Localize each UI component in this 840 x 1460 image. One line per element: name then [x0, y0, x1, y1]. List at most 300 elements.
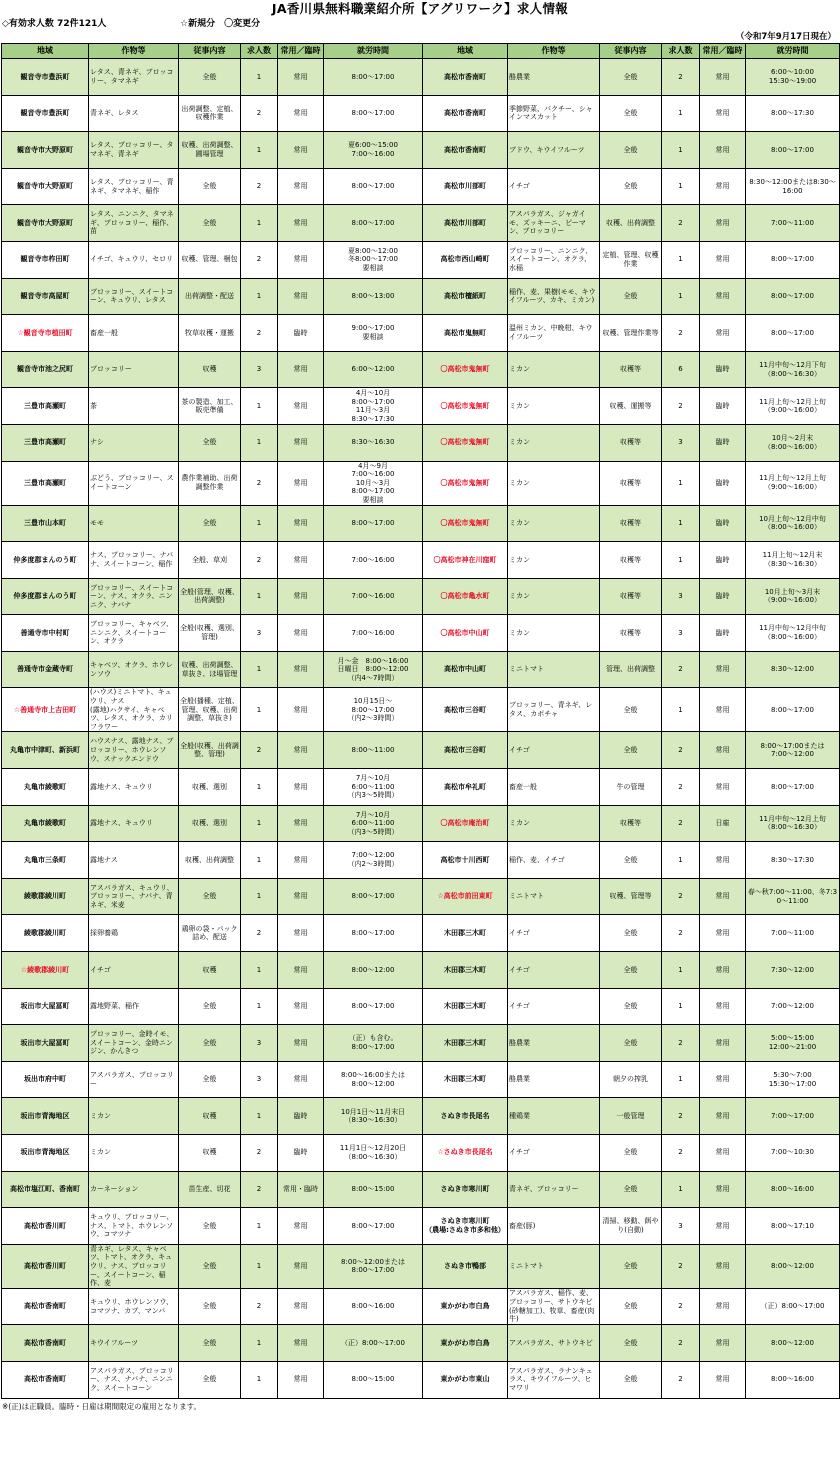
left-work-cell: 収穫、出荷調整、圃場管理 — [179, 132, 241, 169]
left-area-cell: 仲多度郡まんのう町 — [2, 542, 89, 579]
right-employment-type-cell: 常用 — [700, 1171, 746, 1208]
right-area-cell: 高松市十川西町 — [423, 842, 508, 879]
right-hours-cell: 11月中旬～12月上旬 （8:00～16:30） — [746, 805, 840, 842]
left-work-cell: 全般(収穫、選別、管理) — [179, 615, 241, 652]
right-employment-type-cell: 常用 — [700, 878, 746, 915]
left-hours-cell: 8:00～15:00 — [324, 1361, 423, 1398]
left-work-cell: 収穫 — [179, 1098, 241, 1135]
left-count-cell: 1 — [241, 1325, 278, 1362]
right-crop-cell: ミカン — [508, 578, 600, 615]
right-hours-cell: 8:00～17:00 — [746, 132, 840, 169]
col-header: 常用／臨時 — [278, 44, 324, 59]
right-work-cell: 全般 — [600, 988, 662, 1025]
right-work-cell: 全般 — [600, 952, 662, 989]
right-count-cell: 1 — [662, 1061, 700, 1098]
right-area-cell: ☆高松市前田東町 — [423, 878, 508, 915]
right-crop-cell: 稲作、麦、イチゴ — [508, 842, 600, 879]
left-count-cell: 2 — [241, 542, 278, 579]
right-area-cell: 木田郡三木町 — [423, 952, 508, 989]
left-count-cell: 2 — [241, 732, 278, 769]
right-work-cell: 全般 — [600, 1134, 662, 1171]
left-work-cell: 鶏卵の袋・パック詰め、配送 — [179, 915, 241, 952]
right-crop-cell: イチゴ — [508, 168, 600, 205]
left-employment-type-cell: 常用 — [278, 542, 324, 579]
left-crop-cell: 露地ナス、キュウリ — [89, 769, 179, 806]
right-employment-type-cell: 常用 — [700, 205, 746, 242]
left-hours-cell: 4月～10月 8:00～17:00 11月～3月 8:30～17:30 — [324, 388, 423, 425]
left-work-cell: 全般 — [179, 1244, 241, 1288]
right-employment-type-cell: 常用 — [700, 315, 746, 352]
right-count-cell: 3 — [662, 424, 700, 461]
left-crop-cell: 青ネギ、レタス — [89, 95, 179, 132]
left-employment-type-cell: 常用 — [278, 578, 324, 615]
right-employment-type-cell: 常用 — [700, 132, 746, 169]
left-work-cell: 全般 — [179, 1025, 241, 1062]
left-count-cell: 2 — [241, 461, 278, 505]
right-work-cell: 定植、管理、収穫作業 — [600, 241, 662, 278]
left-employment-type-cell: 臨時 — [278, 315, 324, 352]
left-count-cell: 3 — [241, 1061, 278, 1098]
table-row — [2, 351, 840, 388]
left-count-cell: 2 — [241, 1134, 278, 1171]
table-row — [2, 578, 840, 615]
left-area-cell: 丸亀市中津町、新浜町 — [2, 732, 89, 769]
left-employment-type-cell: 常用 — [278, 132, 324, 169]
right-employment-type-cell: 常用 — [700, 1061, 746, 1098]
table-row — [2, 915, 840, 952]
right-count-cell: 1 — [662, 952, 700, 989]
left-crop-cell: レタス、ブロッコリー、タマネギ、青ネギ — [89, 132, 179, 169]
col-header: 地域 — [2, 44, 89, 59]
table-row — [2, 988, 840, 1025]
right-crop-cell: 稲作、麦、果樹(モモ、キウイフルーツ、カキ、ミカン) — [508, 278, 600, 315]
left-hours-cell: 8:00～11:00 — [324, 732, 423, 769]
right-count-cell: 2 — [662, 1134, 700, 1171]
left-hours-cell: （正）8:00～17:00 — [324, 1325, 423, 1362]
footnote: ※(正)は正職員。臨時・日雇は期間限定の雇用となります。 — [2, 1401, 202, 1411]
right-count-cell: 2 — [662, 1288, 700, 1325]
right-work-cell: 収穫等 — [600, 578, 662, 615]
right-area-cell: 〇高松市鬼無町 — [423, 461, 508, 505]
left-crop-cell: ブロッコリー、スイートコーン、ナス、オクラ、ニンニク、ナバナ — [89, 578, 179, 615]
left-work-cell: 全般 — [179, 205, 241, 242]
left-count-cell: 1 — [241, 59, 278, 96]
right-count-cell: 1 — [662, 505, 700, 542]
total-openings: ◇有効求人数 72件121人 — [2, 19, 107, 29]
right-count-cell: 2 — [662, 1361, 700, 1398]
right-area-cell: 木田郡三木町 — [423, 1025, 508, 1062]
left-area-cell: 坂出市大屋冨町 — [2, 1025, 89, 1062]
right-hours-cell: 8:00～17:00 — [746, 769, 840, 806]
left-employment-type-cell: 常用 — [278, 1361, 324, 1398]
left-area-cell: 三豊市高瀬町 — [2, 461, 89, 505]
right-count-cell: 2 — [662, 315, 700, 352]
right-employment-type-cell: 常用 — [700, 1325, 746, 1362]
right-count-cell: 1 — [662, 95, 700, 132]
right-work-cell: 全般 — [600, 95, 662, 132]
table-row — [2, 842, 840, 879]
left-work-cell: 全般 — [179, 1325, 241, 1362]
right-employment-type-cell: 臨時 — [700, 542, 746, 579]
left-employment-type-cell: 常用 — [278, 351, 324, 388]
right-employment-type-cell: 常用 — [700, 952, 746, 989]
right-work-cell: 収穫等 — [600, 615, 662, 652]
right-area-cell: 高松市三谷町 — [423, 688, 508, 732]
right-employment-type-cell: 常用 — [700, 168, 746, 205]
table-row — [2, 59, 840, 96]
right-area-cell: 東かがわ市白鳥 — [423, 1325, 508, 1362]
right-work-cell: 全般 — [600, 59, 662, 96]
right-count-cell: 2 — [662, 1244, 700, 1288]
left-count-cell: 1 — [241, 878, 278, 915]
left-count-cell: 1 — [241, 1361, 278, 1398]
left-crop-cell: キウイフルーツ — [89, 1325, 179, 1362]
right-count-cell: 2 — [662, 59, 700, 96]
right-employment-type-cell: 臨時 — [700, 424, 746, 461]
left-area-cell: 観音寺市大野原町 — [2, 168, 89, 205]
left-count-cell: 2 — [241, 1288, 278, 1325]
left-hours-cell: 夏8:00～12:00 冬8:00～17:00 要相談 — [324, 241, 423, 278]
right-area-cell: 〇高松市鬼無町 — [423, 388, 508, 425]
left-work-cell: 全般 — [179, 505, 241, 542]
left-area-cell: 観音寺市池之尻町 — [2, 351, 89, 388]
as-of-date: （令和7年9月17日現在） — [735, 32, 836, 42]
page-title: JA香川県無料職業紹介所【アグリワーク】求人情報 — [271, 1, 569, 16]
left-hours-cell: 7:00～12:00 （内2～3時間） — [324, 842, 423, 879]
left-count-cell: 1 — [241, 688, 278, 732]
table-row — [2, 688, 840, 732]
table-row — [2, 1061, 840, 1098]
left-employment-type-cell: 常用 — [278, 95, 324, 132]
left-hours-cell: 4月～9月 7:00～16:00 10月～3月 8:00～17:00 要相談 — [324, 461, 423, 505]
left-crop-cell: レタス、ブロッコリー、青ネギ、タマネギ、稲作 — [89, 168, 179, 205]
right-hours-cell: 10月～2月末 （8:00～16:00） — [746, 424, 840, 461]
left-work-cell: 収穫、出荷調整、草抜き、ほ場管理 — [179, 651, 241, 688]
right-count-cell: 6 — [662, 351, 700, 388]
table-row — [2, 1288, 840, 1325]
left-count-cell: 1 — [241, 651, 278, 688]
left-area-cell: 観音寺市大野原町 — [2, 132, 89, 169]
left-area-cell: 丸亀市綾歌町 — [2, 805, 89, 842]
left-employment-type-cell: 常用 — [278, 732, 324, 769]
right-work-cell: 全般 — [600, 1025, 662, 1062]
right-work-cell: 収穫、運搬等 — [600, 388, 662, 425]
left-work-cell: 全般 — [179, 1061, 241, 1098]
left-hours-cell: 11月1日～12月20日 （8:00～16:30） — [324, 1134, 423, 1171]
left-area-cell: 善通寺市中村町 — [2, 615, 89, 652]
left-hours-cell: 7:00～16:00 — [324, 615, 423, 652]
right-work-cell: 全般 — [600, 1361, 662, 1398]
right-crop-cell: 酪農業 — [508, 1061, 600, 1098]
left-count-cell: 1 — [241, 132, 278, 169]
right-count-cell: 2 — [662, 1025, 700, 1062]
left-crop-cell: アスパラガス、ブロッコリー、ナス、ナバナ、ニンニク、スイートコーン — [89, 1361, 179, 1398]
right-area-cell: 〇高松市亀水町 — [423, 578, 508, 615]
left-employment-type-cell: 常用 — [278, 915, 324, 952]
left-crop-cell: ブロッコリー、キャベツ、ニンニク、スイートコーン、オクラ — [89, 615, 179, 652]
right-area-cell: 高松市香南町 — [423, 132, 508, 169]
left-employment-type-cell: 常用 — [278, 388, 324, 425]
right-hours-cell: 8:00～17:30 — [746, 95, 840, 132]
right-hours-cell: 8:30～12:00または8:30～16:00 — [746, 168, 840, 205]
right-crop-cell: イチゴ — [508, 952, 600, 989]
right-employment-type-cell: 臨時 — [700, 505, 746, 542]
right-hours-cell: 8:30～17:30 — [746, 842, 840, 879]
right-crop-cell: ブロッコリー、ニンニク、スイートコーン、オクラ、水稲 — [508, 241, 600, 278]
left-count-cell: 1 — [241, 988, 278, 1025]
right-work-cell: 全般 — [600, 1171, 662, 1208]
left-area-cell: ☆綾歌郡綾川町 — [2, 952, 89, 989]
right-count-cell: 2 — [662, 1098, 700, 1135]
right-crop-cell: 青ネギ、ブロッコリー — [508, 1171, 600, 1208]
left-crop-cell: ミカン — [89, 1098, 179, 1135]
left-count-cell: 1 — [241, 278, 278, 315]
right-work-cell: 管理、出荷調整 — [600, 651, 662, 688]
right-hours-cell: 8:00～17:00または 7:00～12:00 — [746, 732, 840, 769]
right-employment-type-cell: 常用 — [700, 1134, 746, 1171]
left-hours-cell: 10月15日～ 8:00～17:00 （内2～3時間） — [324, 688, 423, 732]
left-area-cell: 綾歌郡綾川町 — [2, 878, 89, 915]
right-work-cell: 収穫等 — [600, 351, 662, 388]
left-count-cell: 1 — [241, 952, 278, 989]
left-hours-cell: 6:00～12:00 — [324, 351, 423, 388]
left-hours-cell: 8:00～13:00 — [324, 278, 423, 315]
right-work-cell: 収穫等 — [600, 505, 662, 542]
right-area-cell: さぬき市寒川町 — [423, 1171, 508, 1208]
left-work-cell: 収穫、選別 — [179, 769, 241, 806]
right-crop-cell: アスパラガス、サトウキビ — [508, 1325, 600, 1362]
table-row — [2, 388, 840, 425]
left-work-cell: 苗生産、切花 — [179, 1171, 241, 1208]
right-count-cell: 1 — [662, 461, 700, 505]
left-employment-type-cell: 常用 — [278, 461, 324, 505]
left-employment-type-cell: 臨時 — [278, 1134, 324, 1171]
right-crop-cell: ミカン — [508, 351, 600, 388]
right-employment-type-cell: 常用 — [700, 688, 746, 732]
right-crop-cell: 酪農業 — [508, 1025, 600, 1062]
right-area-cell: 高松市川部町 — [423, 205, 508, 242]
right-hours-cell: 8:00～17:10 — [746, 1208, 840, 1245]
right-hours-cell: 7:00～11:00 — [746, 205, 840, 242]
left-area-cell: 観音寺市豊浜町 — [2, 59, 89, 96]
left-employment-type-cell: 常用 — [278, 952, 324, 989]
right-employment-type-cell: 常用 — [700, 59, 746, 96]
right-area-cell: 〇高松市中山町 — [423, 615, 508, 652]
left-employment-type-cell: 臨時 — [278, 1098, 324, 1135]
left-crop-cell: キュウリ、ブロッコリー、ナス、トマト、ホウレンソウ、コマツナ — [89, 1208, 179, 1245]
left-work-cell: 出荷調整、定植、収穫作業 — [179, 95, 241, 132]
left-work-cell: 全般 — [179, 1288, 241, 1325]
left-work-cell: 牧草収穫・運搬 — [179, 315, 241, 352]
right-employment-type-cell: 常用 — [700, 988, 746, 1025]
right-count-cell: 2 — [662, 1325, 700, 1362]
right-area-cell: 木田郡三木町 — [423, 1061, 508, 1098]
right-work-cell: 収穫等 — [600, 424, 662, 461]
right-crop-cell: ミカン — [508, 461, 600, 505]
right-hours-cell: 8:00～17:00 — [746, 315, 840, 352]
left-work-cell: 全般(管理、収穫、出荷調整) — [179, 578, 241, 615]
left-area-cell: 観音寺市大野原町 — [2, 205, 89, 242]
left-count-cell: 1 — [241, 1208, 278, 1245]
right-employment-type-cell: 常用 — [700, 241, 746, 278]
right-area-cell: 〇高松市神在川窪町 — [423, 542, 508, 579]
right-crop-cell: ブドウ、キウイフルーツ — [508, 132, 600, 169]
left-area-cell: 高松市塩江町、香南町 — [2, 1171, 89, 1208]
right-hours-cell: 5:30～7:00 15:30～17:00 — [746, 1061, 840, 1098]
table-row — [2, 461, 840, 505]
right-employment-type-cell: 常用 — [700, 769, 746, 806]
left-hours-cell: 月～金 8:00～16:00 日曜日 8:00～12:00 （内4～7時間） — [324, 651, 423, 688]
left-crop-cell: モモ — [89, 505, 179, 542]
left-area-cell: 丸亀市三条町 — [2, 842, 89, 879]
right-crop-cell: イチゴ — [508, 732, 600, 769]
table-row — [2, 505, 840, 542]
left-work-cell: 全般 — [179, 168, 241, 205]
right-work-cell: 全般 — [600, 732, 662, 769]
right-count-cell: 2 — [662, 205, 700, 242]
left-work-cell: 収穫 — [179, 952, 241, 989]
left-area-cell: 三豊市山本町 — [2, 505, 89, 542]
right-crop-cell: ミカン — [508, 424, 600, 461]
col-header: 地域 — [423, 44, 508, 59]
left-work-cell: 全般(播種、定植、管理、収穫、出荷調整、草抜き) — [179, 688, 241, 732]
right-crop-cell: ミカン — [508, 805, 600, 842]
right-count-cell: 1 — [662, 278, 700, 315]
left-area-cell: 善通寺市金蔵寺町 — [2, 651, 89, 688]
right-hours-cell: 8:00～17:00 — [746, 241, 840, 278]
right-crop-cell: 酪農業 — [508, 59, 600, 96]
right-area-cell: 〇高松市庵治町 — [423, 805, 508, 842]
right-crop-cell: 温州ミカン、中晩柑、キウイフルーツ — [508, 315, 600, 352]
left-area-cell: 高松市香南町 — [2, 1288, 89, 1325]
left-count-cell: 2 — [241, 95, 278, 132]
table-row — [2, 651, 840, 688]
right-count-cell: 1 — [662, 132, 700, 169]
right-work-cell: 全般 — [600, 1288, 662, 1325]
left-work-cell: 全般、草刈 — [179, 542, 241, 579]
left-count-cell: 3 — [241, 615, 278, 652]
left-crop-cell: イチゴ — [89, 952, 179, 989]
left-employment-type-cell: 常用 — [278, 805, 324, 842]
right-area-cell: 木田郡三木町 — [423, 988, 508, 1025]
right-work-cell: 収穫等 — [600, 542, 662, 579]
right-hours-cell: 10月上旬～3月末 （9:00～16:00） — [746, 578, 840, 615]
left-hours-cell: 7:00～16:00 — [324, 542, 423, 579]
right-count-cell: 3 — [662, 615, 700, 652]
right-crop-cell: イチゴ — [508, 988, 600, 1025]
right-count-cell: 1 — [662, 168, 700, 205]
right-hours-cell: 8:00～12:00 — [746, 1244, 840, 1288]
left-crop-cell: ブロッコリー — [89, 351, 179, 388]
right-count-cell: 1 — [662, 988, 700, 1025]
right-hours-cell: 春～秋7:00～11:00、冬7:30～11:00 — [746, 878, 840, 915]
right-crop-cell: 畜産(豚) — [508, 1208, 600, 1245]
right-crop-cell: ブロッコリー、青ネギ、レタス、カボチャ — [508, 688, 600, 732]
table-row — [2, 1208, 840, 1245]
left-area-cell: ☆善通寺市上吉田町 — [2, 688, 89, 732]
legend: ☆新規分 〇変更分 — [180, 19, 261, 29]
right-work-cell: 全般 — [600, 168, 662, 205]
right-work-cell: 全般 — [600, 132, 662, 169]
right-employment-type-cell: 常用 — [700, 1288, 746, 1325]
right-work-cell: 収穫等 — [600, 461, 662, 505]
table-row — [2, 1244, 840, 1288]
left-crop-cell: ミカン — [89, 1134, 179, 1171]
right-work-cell: 一般管理 — [600, 1098, 662, 1135]
right-area-cell: 高松市檀紙町 — [423, 278, 508, 315]
left-count-cell: 1 — [241, 842, 278, 879]
right-crop-cell: 畜産一般 — [508, 769, 600, 806]
right-employment-type-cell: 常用 — [700, 842, 746, 879]
left-count-cell: 3 — [241, 1025, 278, 1062]
right-hours-cell: 8:30～12:00 — [746, 651, 840, 688]
right-area-cell: さぬき市寒川町 （農場:さぬき市多和他） — [423, 1208, 508, 1245]
right-employment-type-cell: 臨時 — [700, 578, 746, 615]
table-header — [2, 44, 840, 59]
left-crop-cell: 採卵養鶏 — [89, 915, 179, 952]
left-count-cell: 3 — [241, 351, 278, 388]
col-header: 求人数 — [241, 44, 278, 59]
left-crop-cell: カーネーション — [89, 1171, 179, 1208]
table-row — [2, 424, 840, 461]
left-count-cell: 1 — [241, 805, 278, 842]
left-crop-cell: アスパラガス、キュウリ、ブロッコリー、ナバナ、青ネギ、米麦 — [89, 878, 179, 915]
right-employment-type-cell: 常用 — [700, 732, 746, 769]
right-work-cell: 収穫、出荷調整 — [600, 205, 662, 242]
table-row — [2, 542, 840, 579]
right-area-cell: 高松市中山町 — [423, 651, 508, 688]
right-work-cell: 収穫、管理作業等 — [600, 315, 662, 352]
table-row — [2, 805, 840, 842]
right-work-cell: 全般 — [600, 278, 662, 315]
right-count-cell: 2 — [662, 805, 700, 842]
right-count-cell: 2 — [662, 388, 700, 425]
left-hours-cell: 夏6:00～15:00 7:00～16:00 — [324, 132, 423, 169]
left-hours-cell: 8:00～16:00または 8:00～12:00 — [324, 1061, 423, 1098]
left-work-cell: 全般 — [179, 59, 241, 96]
left-crop-cell: 青ネギ、レタス、キャベツ、トマト、オクラ、キュウリ、ナス、ブロッコリー、スイートコーン、稲作、麦 — [89, 1244, 179, 1288]
left-count-cell: 2 — [241, 915, 278, 952]
left-employment-type-cell: 常用 — [278, 505, 324, 542]
right-hours-cell: 7:30～12:00 — [746, 952, 840, 989]
left-area-cell: 高松市香南町 — [2, 1361, 89, 1398]
left-employment-type-cell: 常用 — [278, 1025, 324, 1062]
left-employment-type-cell: 常用 — [278, 842, 324, 879]
left-employment-type-cell: 常用 — [278, 278, 324, 315]
table-row — [2, 1361, 840, 1398]
left-area-cell: 綾歌郡綾川町 — [2, 915, 89, 952]
left-crop-cell: 畜産一般 — [89, 315, 179, 352]
left-hours-cell: （正）も含む。 8:00～17:00 — [324, 1025, 423, 1062]
right-count-cell: 1 — [662, 1171, 700, 1208]
left-count-cell: 1 — [241, 388, 278, 425]
right-employment-type-cell: 常用 — [700, 1098, 746, 1135]
right-employment-type-cell: 臨時 — [700, 351, 746, 388]
table-row — [2, 95, 840, 132]
col-header: 従事内容 — [600, 44, 662, 59]
right-area-cell: 高松市西山崎町 — [423, 241, 508, 278]
left-hours-cell: 8:00～12:00 — [324, 952, 423, 989]
left-count-cell: 1 — [241, 769, 278, 806]
right-work-cell: 収穫等 — [600, 805, 662, 842]
left-crop-cell: イチゴ、キュウリ、セロリ — [89, 241, 179, 278]
left-hours-cell: 7:00～16:00 — [324, 578, 423, 615]
table-row — [2, 769, 840, 806]
right-area-cell: 高松市香南町 — [423, 95, 508, 132]
right-area-cell: さぬき市鴨部 — [423, 1244, 508, 1288]
left-work-cell: 収穫、管理、梱包 — [179, 241, 241, 278]
left-count-cell: 1 — [241, 1244, 278, 1288]
